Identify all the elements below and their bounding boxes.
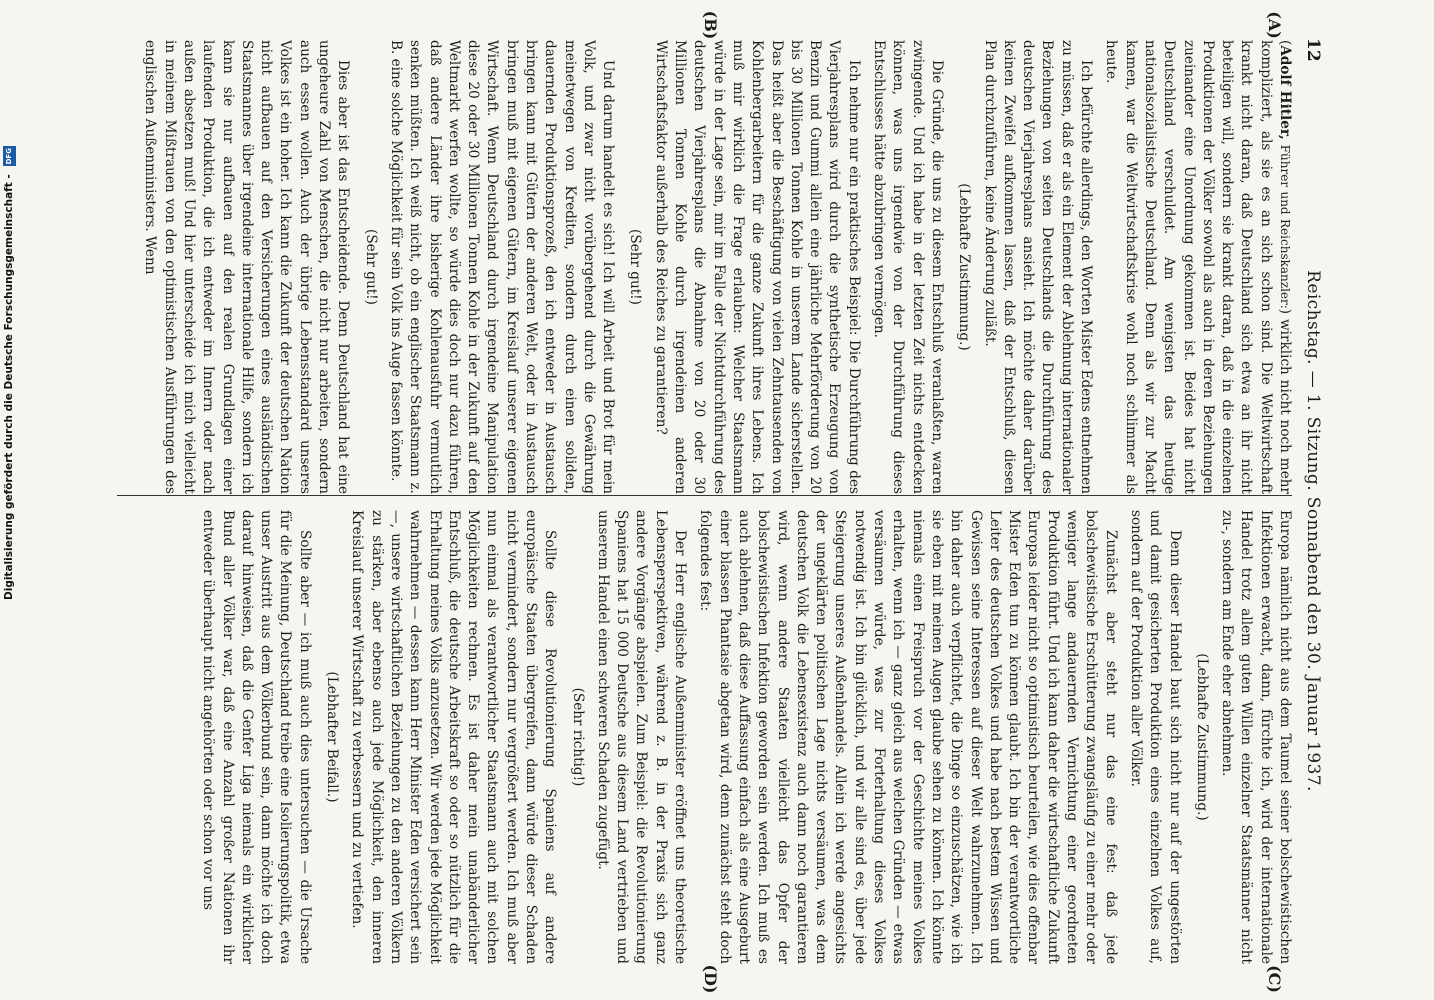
paragraph: Der Herr englische Außenminister eröffnet uns theoretische Lebensperspektiven, während z. B. in der Praxis sich ganz andere Vorgänge abspielen. Zum Beispiel: die Revolutionierung Spaniens hat 15 000 Deutsche aus diesem Land vertrieben und unserem Handel einen schweren Schaden zugefügt. <box>594 510 689 964</box>
dfg-logo-icon: DFG <box>3 146 16 166</box>
paragraph: Sollte diese Revolutionierung Spaniens auf andere europäische Staaten übergreifen, dann würde dieser Schaden nicht vermindert, sondern nur vergrößert werden. Ich muß aber nun einmal als verantwortlicher Staatsmann auch mit solchen Möglichkeiten rechnen. Es ist daher mein unabänderlicher Entschluß, die deutsche Arbeitskraft so oder so nützlich für die Erhaltung meines Volks anzusetzen. Wir werden jede Möglichkeit wahrnehmen — dessen kann Herr Minister Eden versichert sein —, unsere wirtschaftlichen Beziehungen zu den anderen Völkern zu stärken, aber ebenso auch jede Möglichkeit, den inneren Kreislauf unserer Wirtschaft zu verbessern und zu vertiefen. <box>349 510 559 964</box>
running-head: Reichstag. — 1. Sitzung. Sonnabend den 30. Januar 1937. <box>1303 270 1323 792</box>
footer-credit: Digitalisierung gefördert durch die Deutsche Forschungsgemeinschaft - <box>3 174 15 600</box>
audience-reaction: (Lebhafte Zustimmung.) <box>1193 653 1210 821</box>
paragraph: Und darum handelt es sich! Ich will Arbeit und Brot für mein Volk, und zwar nicht vorübergehend durch die Gewährung meinetwegen von Krediten, sondern durch einen soliden, dauernden Produktionsprozeß, den ich entweder in Austausch bringen kann mit Gütern der anderen Welt, oder in Austausch bringen muß mit eigenen Gütern, im Kreislauf unserer eigenen Wirtschaft. Wenn Deutschland durch irgendeine Manipulation diese 20 oder 30 Millionen Tonnen Kohle in der Zukunft auf den Weltmarkt werfen wollte, so würde dies doch nur dazu führen, daß andere Länder ihre bisherige Kohlenausfuhr vermutlich senken müßten. Ich weiß nicht, ob ein englischer Staatsmann z. B. eine solche Möglichkeit für sein Volk ins Auge fassen könnte. <box>387 40 617 494</box>
paragraph: Denn dieser Handel baut sich nicht nur auf der ungestörten und damit gesicherten Produktion eines einzelnen Volkes auf, sondern auf der Produktion aller Völker. <box>1127 510 1183 964</box>
page-number: 12 <box>1303 38 1323 62</box>
audience-reaction: (Sehr gut!) <box>627 229 644 305</box>
audience-reaction: (Sehr richtig!) <box>569 687 586 787</box>
paragraph: Ich befürchte allerdings, den Worten Mister Edens entnehmen zu müssen, daß er als ein Element der Ablehnung internationaler Beziehungen von seiten Deutschlands die Durchführung des deutschen Vierjahresplans ansieht. Ich möchte daher darüber keinen Zweifel aufkommen lassen, daß der Entschluß, diesen Plan durchzuführen, keine Änderung zuläßt. <box>981 40 1095 494</box>
page-header <box>1300 38 1326 964</box>
paragraph: (Adolf Hitler, Führer und Reichskanzler:) wirklich nicht noch mehr kompliziert, als sie es an sich schon sind. Die Weltwirtschaft krankt nicht daran, daß Deutschland sich etwa an ihr nicht beteiligen will, sondern sie krankt daran, daß in die einzelnen Produktionen der Völker sowohl als auch in deren Beziehungen zueinander eine Unordnung gekommen ist. Beides hat nicht Deutschland verschuldet. Am wenigsten das heutige nationalsozialistische Deutschland. Denn als wir zur Macht kamen, war die Weltwirtschaftskrise wohl noch schlimmer als heute. <box>1103 40 1293 494</box>
paragraph-text: wirklich nicht noch mehr kompliziert, als sie es an sich schon sind. Die Weltwirtschaft krankt nicht daran, daß Deutschland sich etwa an ihr nicht beteiligen will, sondern sie krankt daran, daß in die einzelnen Produktionen der Völker sowohl als auch in deren Beziehungen zueinander eine Unordnung gekommen ist. Beides hat nicht Deutschland verschuldet. Am wenigsten das heutige nationalsozialistische Deutschland. Denn als wir zur Macht kamen, war die Weltwirtschaftskrise wohl noch schlimmer als heute. <box>1103 40 1293 494</box>
margin-marker-d: (D) <box>701 964 720 994</box>
paragraph: Zunächst aber steht nur das eine fest: daß jede bolschewistische Erschütterung zwangsläufig zu einer mehr oder weniger lange andauernden Vernichtung einer geordneten Produktion führt. Und ich kann daher die wirtschaftliche Zukunft Europas leider nicht so optimistisch beurteilen, wie dies offenbar Mister Eden tun zu können glaubt. Ich bin der verantwortliche Leiter des deutschen Volkes und habe nach bestem Wissen und Gewissen seine Interessen auf dieser Welt wahrzunehmen. Ich bin daher auch verpflichtet, die Dinge so einzuschätzen, wie ich sie eben mit meinen Augen glaube sehen zu können. Ich könnte niemals einen Freispruch vor der Geschichte meines Volkes erhalten, wenn ich — ganz gleich aus welchen Gründen — etwas versäumen würde, was zur Forterhaltung dieses Volkes notwendig ist. Ich bin glücklich, und wir alle sind es, über jede Steigerung unseres Außenhandels. Allein ich werde angesichts der ungeklärten politischen Lage nichts versäumen, was dem deutschen Volk die Lebensexistenz auch dann noch garantieren wird, wenn andere Staaten vielleicht das Opfer der bolschewistischen Infektion geworden sein werden. Ich muß es auch ablehnen, daß diese Auffassung einfach als eine Ausgeburt einer blassen Phantasie abgetan wird, denn zunächst steht doch folgendes fest: <box>697 510 1119 964</box>
audience-reaction: (Lebhafter Beifall.) <box>324 671 341 803</box>
margin-marker-a: (A) <box>1265 11 1284 39</box>
margin-marker-b: (B) <box>701 10 720 40</box>
audience-reaction: (Sehr gut!) <box>362 229 379 305</box>
margin-marker-c: (C) <box>1265 965 1284 993</box>
paragraph: Die Gründe, die uns zu diesem Entschluß veranlaßten, waren zwingende. Und ich habe in der letzten Zeit nichts entdecken können, was uns irgendwie von der Durchführung dieses Entschlusses hätte abzubringen vermögen. <box>871 40 945 494</box>
audience-reaction: (Lebhafte Zustimmung.) <box>956 183 973 351</box>
digitization-footer <box>0 0 1000 614</box>
speaker-name: Adolf Hitler, <box>1277 45 1293 140</box>
paragraph: Europa nämlich nicht aus dem Taumel seiner bolschewistischen Infektionen erwacht, dann, fürchte ich, wird der internationale Handel trotz allem guten Willen einzelner Staatsmänner nicht zu-, sondern am Ende eher abnehmen. <box>1219 510 1293 964</box>
paragraph: Sollte aber — ich muß auch dies untersuchen — die Ursache für die Meinung, Deutschland treibe eine Isolierungspolitik, etwa unser Austritt aus dem Völkerbund sein, dann möchte ich doch darauf hinweisen, daß die Genfer Liga niemals ein wirklicher Bund aller Völker war, daß eine Anzahl großer Nationen ihr entweder überhaupt nicht angehörten oder schon vor uns <box>200 510 313 964</box>
speaker-role: Führer und Reichskanzler: <box>1278 144 1292 309</box>
paragraph: Ich nehme nur ein praktisches Beispiel: Die Durchführung des Vierjahresplans wird durch die synthetische Erzeugung von Benzin und Gummi allein eine jährliche Mehrförderung von 20 bis 30 Millionen Tonnen Kohle in unserem Lande sicherstellen. Das heißt aber die Beschäftigung von vielen Zehntausenden von Kohlenbergarbeitern für die ganze Zukunft ihres Lebens. Ich muß mir wirklich die Frage erlauben: Welcher Staatsmann würde in der Lage sein, mir im Falle der Nichtdurchführung des deutschen Vierjahresplans die Abnahme von 20 oder 30 Millionen Tonnen Kohle durch irgendeinen anderen Wirtschaftsfaktor außerhalb des Reiches zu garantieren? <box>652 40 862 494</box>
paragraph: Dies aber ist das Entscheidende. Denn Deutschland hat eine ungeheure Zahl von Menschen, die nicht nur arbeiten, sondern auch essen wollen. Auch der übrige Lebensstandard unseres Volkes ist ein hoher. Ich kann die Zukunft der deutschen Nation nicht aufbauen auf den Versicherungen eines ausländischen Staatsmannes über irgendeine internationale Hilfe, sondern ich kann sie nur aufbauen auf den realen Grundlagen einer laufenden Produktion, die ich entweder im Innern oder nach außen absetzen muß! Und hier unterscheide ich mich vielleicht in meinem Mißtrauen von den optimistischen Ausführungen des englischen Außenministers. Wenn <box>142 40 352 494</box>
